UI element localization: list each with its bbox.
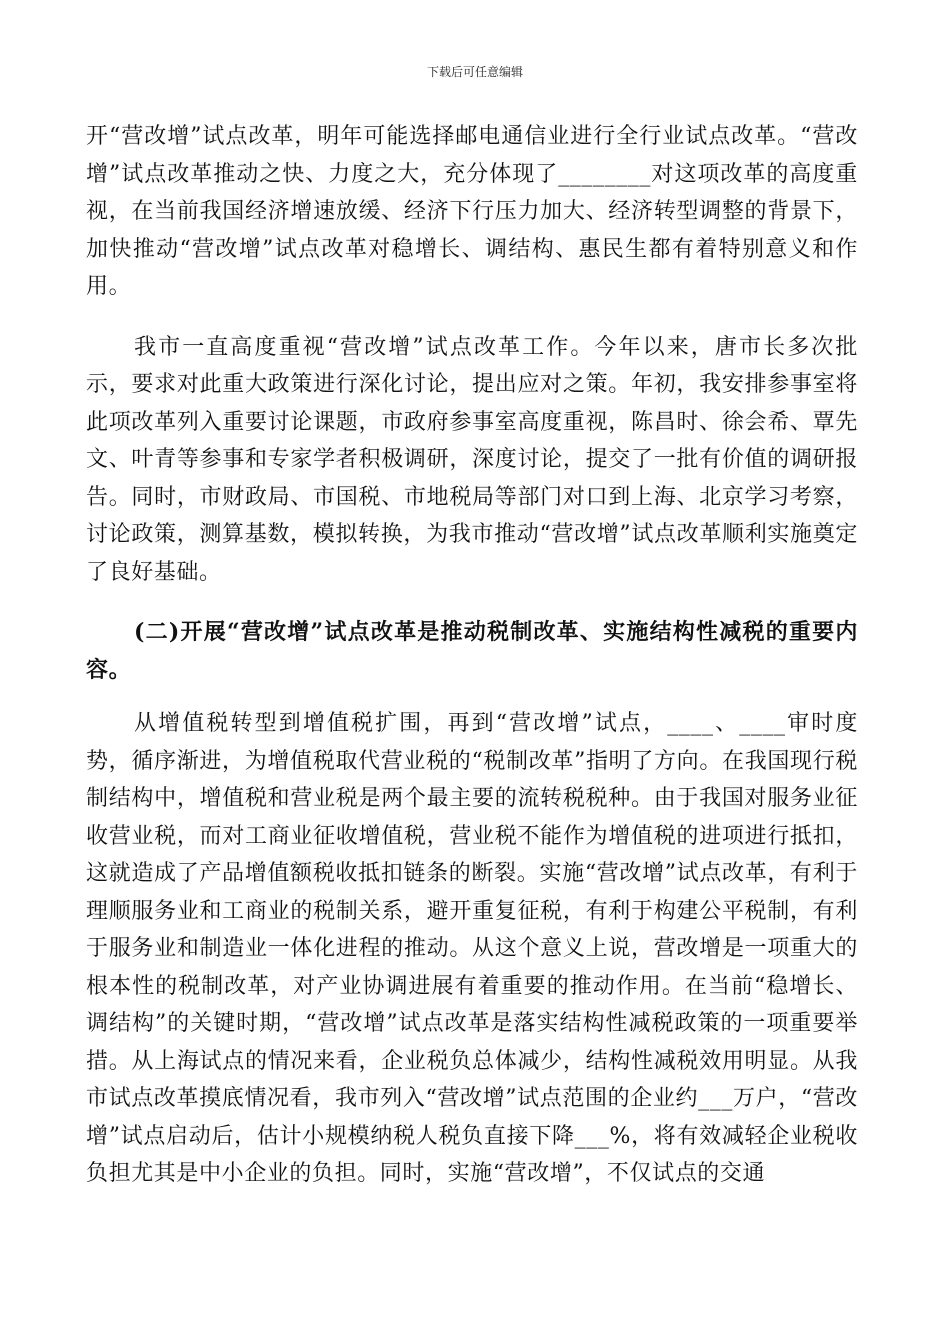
paragraph-1: 开“营改增”试点改革，明年可能选择邮电通信业进行全行业试点改革。“营改增”试点改革推动之快、力度之大，充分体现了________对这项改革的高度重视，在当前我国经济增速放缓、经济下行压力加大、经济转型调整的背景下，加快推动“营改增”试点改革对稳增长、调结构、惠民生都有着特别意义和作用。 — [86, 124, 858, 299]
section-heading-2: (二)开展“营改增”试点改革是推动税制改革、实施结构性减税的重要内容。 — [86, 619, 858, 683]
page-header: 下载后可任意编辑 — [426, 65, 523, 79]
document-body — [86, 118, 858, 1193]
paragraph-2: 我市一直高度重视“营改增”试点改革工作。今年以来，唐市长多次批示，要求对此重大政策进行深化讨论，提出应对之策。年初，我安排参事室将此项改革列入重要讨论课题，市政府参事室高度重视，陈昌时、徐会希、覃先文、叶青等参事和专家学者积极调研，深度讨论，提交了一批有价值的调研报告。同时，市财政局、市国税、市地税局等部门对口到上海、北京学习考察，讨论政策，测算基数，模拟转换，为我市推动“营改增”试点改革顺利实施奠定了良好基础。 — [86, 334, 858, 585]
paragraph-3: 从增值税转型到增值税扩围，再到“营改增”试点，____、____审时度势，循序渐进，为增值税取代营业税的“税制改革”指明了方向。在我国现行税制结构中，增值税和营业税是两个最主要的流转税税种。由于我国对服务业征收营业税，而对工商业征收增值税，营业税不能作为增值税的进项进行抵扣，这就造成了产品增值额税收抵扣链条的断裂。实施“营改增”试点改革，有利于理顺服务业和工商业的税制关系，避开重复征税，有利于构建公平税制，有利于服务业和制造业一体化进程的推动。从这个意义上说，营改增是一项重大的根本性的税制改革，对产业协调进展有着重要的推动作用。在当前“稳增长、调结构”的关键时期，“营改增”试点改革是落实结构性减税政策的一项重要举措。从上海试点的情况来看，企业税负总体减少，结构性减税效用明显。从我市试点改革摸底情况看，我市列入“营改增”试点范围的企业约___万户，“营改增”试点启动后，估计小规模纳税人税负直接下降___%，将有效减轻企业税收负担尤其是中小企业的负担。同时，实施“营改增”，不仅试点的交通 — [86, 711, 858, 1186]
paragraph-spacer — [86, 689, 858, 705]
paragraph-spacer — [86, 306, 858, 329]
paragraph-spacer — [86, 591, 858, 614]
